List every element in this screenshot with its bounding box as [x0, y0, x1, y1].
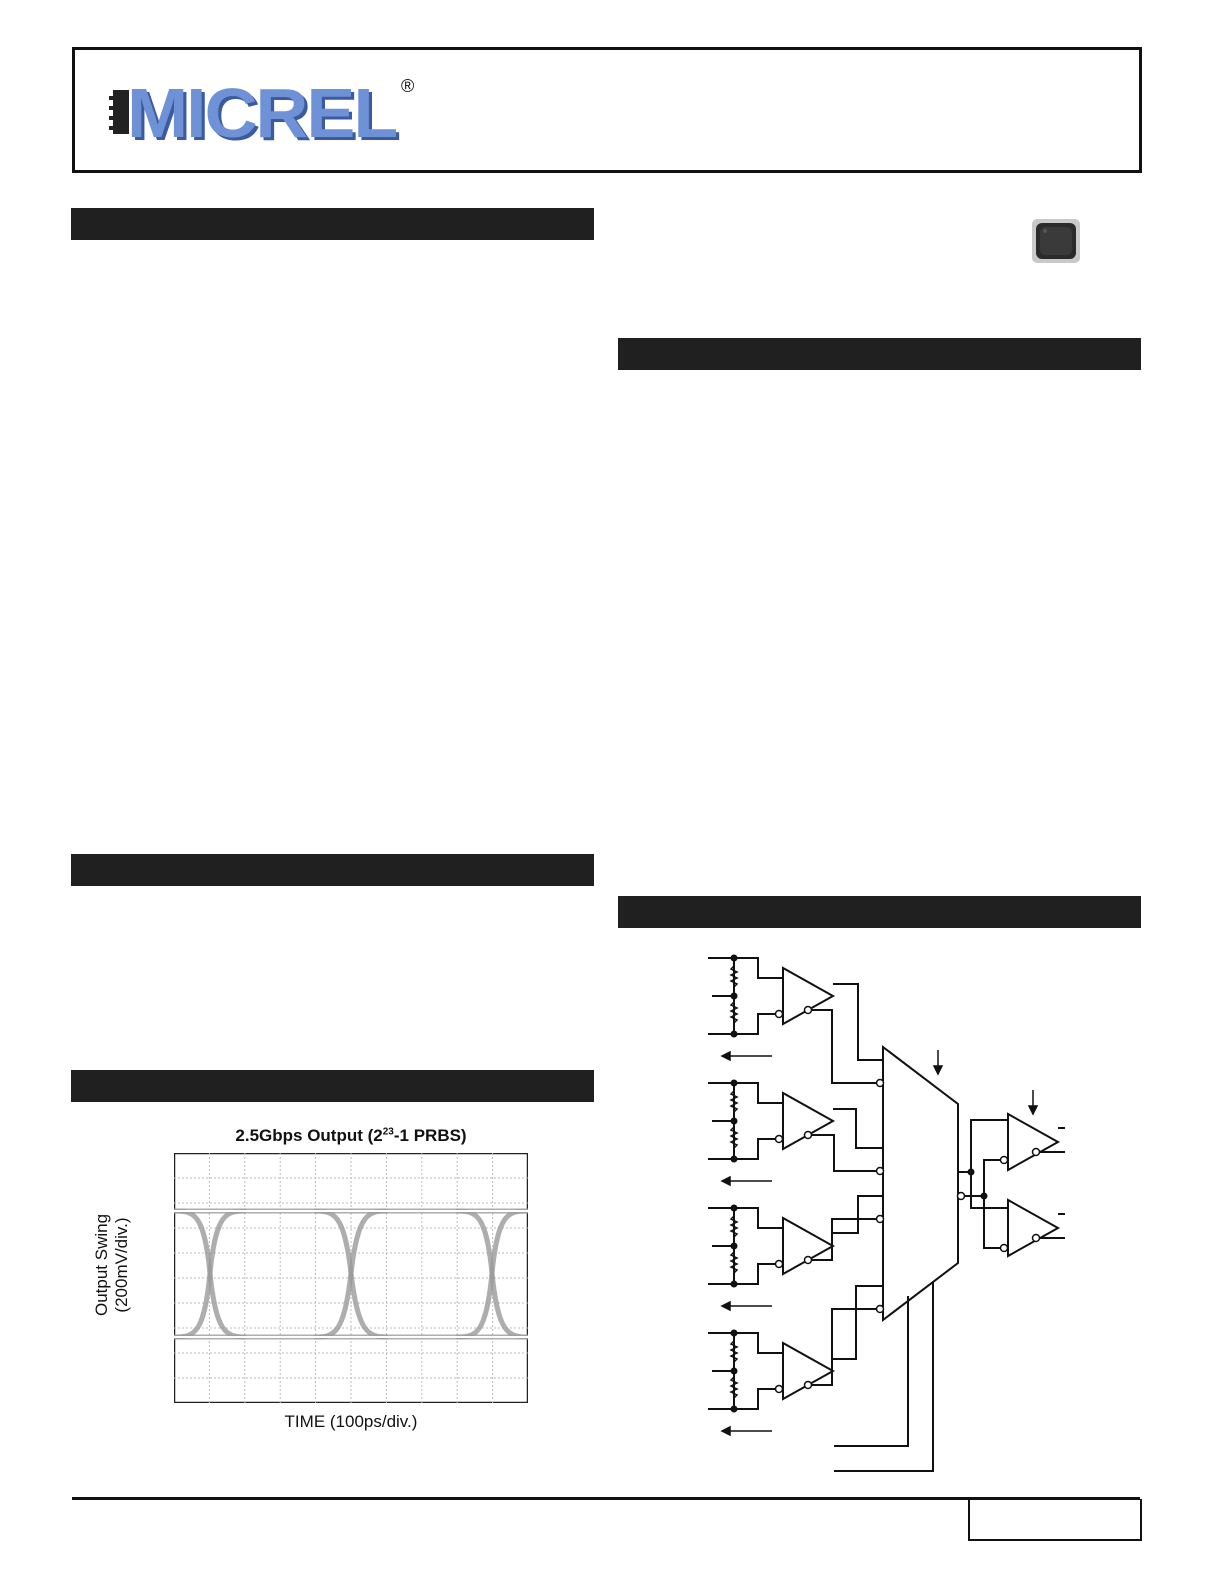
block-diagram-schematic [700, 945, 1080, 1475]
package-chip-image [1032, 219, 1080, 263]
section-bar-left-3 [71, 1070, 594, 1102]
section-bar-left-2 [71, 854, 594, 886]
logo-text: MICREL [127, 74, 397, 152]
section-bar-right-2 [618, 896, 1141, 928]
header-box [72, 47, 1142, 173]
section-bar-right-1 [618, 338, 1141, 370]
registered-mark: ® [401, 76, 415, 96]
eye-diagram-xlabel: TIME (100ps/div.) [284, 1412, 418, 1431]
eye-diagram-ylabel: Output Swing (200mV/div.) [92, 1213, 131, 1317]
section-bar-left-1 [71, 208, 594, 240]
eye-diagram-title: 2.5Gbps Output ($2^{23}-1$ PRBS) [235, 1126, 467, 1145]
micrel-logo [109, 74, 409, 152]
footer-page-box [968, 1499, 1142, 1541]
eye-diagram-plot [174, 1153, 528, 1403]
